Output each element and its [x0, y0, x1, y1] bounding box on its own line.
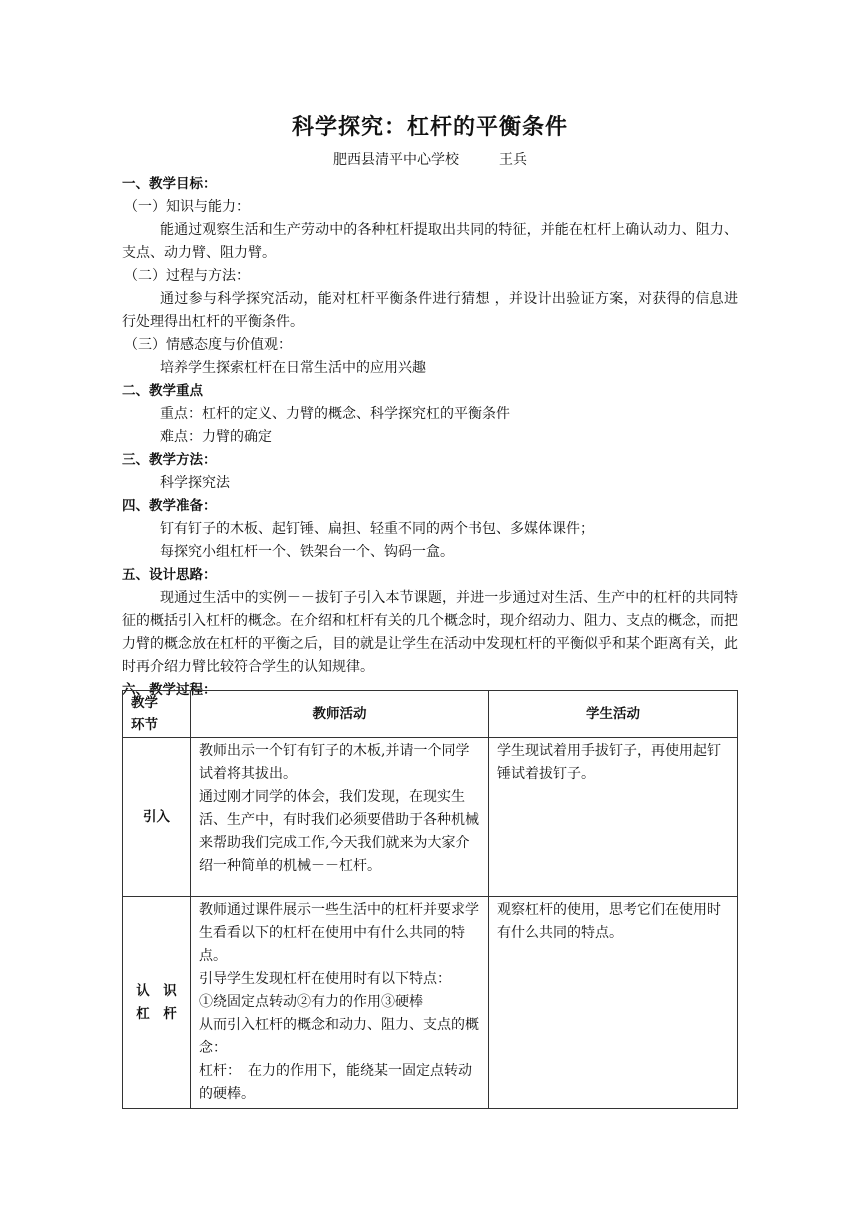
author-line — [0, 149, 860, 169]
document-body — [122, 173, 738, 702]
subsection-heading-process: （二）过程与方法： — [124, 268, 250, 284]
teacher-line: 引导学生发现杠杆在使用时有以下特点： — [199, 971, 451, 987]
subsection-heading-knowledge: （一）知识与能力： — [124, 199, 250, 215]
teacher-line: 教师通过课件展示一些生活中的杠杆并要求学生看看以下的杠杆在使用中有什么共同的特点。 — [199, 902, 479, 964]
header-stage-line-2: 环节 — [131, 717, 158, 733]
teacher-line: 通过刚才同学的体会，我们发现，在现实生活、生产中，有时我们必须要借助于各种机械来帮助我们完成工作,今天我们就来为大家介绍一种简单的机械－－杠杆。 — [199, 789, 479, 874]
prep-line-1: 钉有钉子的木板、起钉锤、扁担、轻重不同的两个书包、多媒体课件； — [160, 521, 594, 537]
paragraph-knowledge: 能通过观察生活和生产劳动中的各种杠杆提取出共同的特征，并能在杠杆上确认动力、阻力、支点、动力臂、阻力臂。 — [122, 222, 738, 261]
header-teacher: 教师活动 — [191, 691, 489, 738]
prep-line-2: 每探究小组杠杆一个、铁架台一个、钩码一盒。 — [160, 544, 454, 560]
teacher-cell — [191, 897, 489, 1109]
header-stage — [123, 691, 191, 738]
table-row — [123, 738, 738, 897]
section-heading-design: 五、设计思路： — [122, 567, 217, 583]
section-heading-process-table: 六、教学过程： — [122, 682, 217, 698]
table-row — [123, 897, 738, 1109]
key-difficulty: 难点：力臂的确定 — [160, 429, 272, 445]
method-text: 科学探究法 — [160, 475, 230, 491]
paragraph-emotion: 培养学生探索杠杆在日常生活中的应用兴趣 — [160, 360, 426, 376]
paragraph-process: 通过参与科学探究活动，能对杠杆平衡条件进行猜想 ，并设计出验证方案，对获得的信息进行处理得出杠杆的平衡条件。 — [122, 291, 738, 330]
key-focus: 重点：杠杆的定义、力臂的概念、科学探究杠的平衡条件 — [160, 406, 510, 422]
stage-cell-line-2: 杠 杆 — [136, 1005, 177, 1022]
section-heading-key: 二、教学重点 — [122, 383, 203, 399]
stage-cell-line-1: 认 识 — [136, 982, 177, 999]
teacher-line: 从而引入杠杆的概念和动力、阻力、支点的概念： — [199, 1017, 479, 1056]
teacher-line: 教师出示一个钉有钉子的木板,并请一个同学试着将其拔出。 — [199, 743, 470, 782]
teaching-process-table — [122, 690, 738, 1109]
section-heading-goals: 一、教学目标： — [122, 176, 217, 192]
section-heading-prep: 四、教学准备： — [122, 498, 217, 514]
author-name: 王兵 — [499, 152, 527, 168]
table-header-row — [123, 691, 738, 738]
section-heading-method: 三、教学方法： — [122, 452, 217, 468]
header-student: 学生活动 — [489, 691, 738, 738]
stage-cell — [123, 897, 191, 1109]
subsection-heading-emotion: （三）情感态度与价值观： — [124, 337, 292, 353]
student-cell: 学生现试着用手拔钉子，再使用起钉锤试着拔钉子。 — [489, 738, 738, 897]
teacher-line: 杠杆： 在力的作用下，能绕某一固定点转动的硬棒。 — [199, 1063, 472, 1102]
paragraph-design: 现通过生活中的实例－－拔钉子引入本节课题，并进一步通过对生活、生产中的杠杆的共同特征的概括引入杠杆的概念。在介绍和杠杆有关的几个概念时，现介绍动力、阻力、支点的概念，而把力臂的概念放在杠杆的平衡之后，目的就是让学生在活动中发现杠杆的平衡似乎和某个距离有关，此时再介绍力臂比较符合学生的认知规律。 — [122, 590, 738, 675]
teacher-line: ①绕固定点转动②有力的作用③硬棒 — [199, 994, 423, 1010]
teacher-cell — [191, 738, 489, 897]
stage-cell: 引入 — [123, 738, 191, 897]
document-title: 科学探究：杠杆的平衡条件 — [291, 115, 568, 140]
header-stage-line-1: 教学 — [131, 695, 158, 711]
school-name: 肥西县清平中心学校 — [333, 152, 459, 168]
student-cell: 观察杠杆的使用，思考它们在使用时有什么共同的特点。 — [489, 897, 738, 1109]
